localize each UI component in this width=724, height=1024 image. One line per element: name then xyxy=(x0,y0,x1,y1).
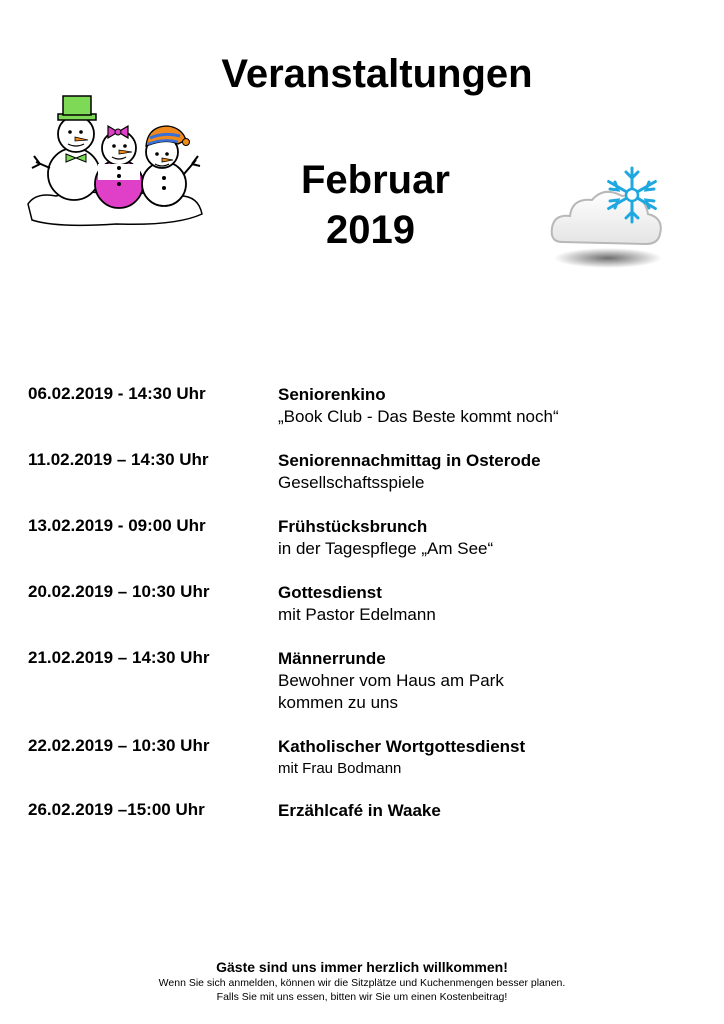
event-detail: „Book Club - Das Beste kommt noch“ xyxy=(278,407,559,426)
snowmen-illustration xyxy=(26,92,204,232)
event-date: 11.02.2019 – 14:30 Uhr xyxy=(28,450,209,469)
event-entry xyxy=(28,384,708,450)
page-title: Veranstaltungen xyxy=(221,52,533,96)
event-date: 13.02.2019 - 09:00 Uhr xyxy=(28,516,206,535)
month-heading: Februar xyxy=(301,158,450,202)
event-detail: Bewohner vom Haus am Park xyxy=(278,671,504,690)
event-entry xyxy=(28,582,708,648)
event-list xyxy=(28,384,708,830)
footer-headline: Gäste sind uns immer herzlich willkommen! xyxy=(216,959,508,975)
event-entry xyxy=(28,736,708,800)
event-entry xyxy=(28,450,708,516)
snow-cloud-icon xyxy=(548,158,668,272)
event-title: Seniorenkino xyxy=(278,385,386,404)
event-title: Erzählcafé in Waake xyxy=(278,801,441,820)
event-detail: mit Pastor Edelmann xyxy=(278,605,436,624)
event-date: 20.02.2019 – 10:30 Uhr xyxy=(28,582,210,601)
event-title: Frühstücksbrunch xyxy=(278,517,428,536)
event-title: Katholischer Wortgottesdienst xyxy=(278,737,526,756)
event-detail: Gesellschaftsspiele xyxy=(278,473,425,492)
event-detail: in der Tagespflege „Am See“ xyxy=(278,539,494,558)
event-entry xyxy=(28,800,708,830)
event-title: Seniorennachmittag in Osterode xyxy=(278,451,541,470)
event-date: 26.02.2019 –15:00 Uhr xyxy=(28,800,205,819)
event-detail: kommen zu uns xyxy=(278,693,398,712)
event-title: Gottesdienst xyxy=(278,583,382,602)
event-date: 22.02.2019 – 10:30 Uhr xyxy=(28,736,210,755)
event-detail: mit Frau Bodmann xyxy=(278,760,402,777)
footer xyxy=(0,958,724,1004)
event-date: 21.02.2019 – 14:30 Uhr xyxy=(28,648,210,667)
footer-registration-note: Wenn Sie sich anmelden, können wir die Sitzplätze und Kuchenmengen besser planen. xyxy=(158,977,566,989)
event-entry xyxy=(28,516,708,582)
footer-cost-note: Falls Sie mit uns essen, bitten wir Sie um einen Kostenbeitrag! xyxy=(216,991,508,1003)
event-title: Männerrunde xyxy=(278,649,386,668)
event-entry xyxy=(28,648,708,736)
year-heading: 2019 xyxy=(326,208,415,252)
event-date: 06.02.2019 - 14:30 Uhr xyxy=(28,384,206,403)
